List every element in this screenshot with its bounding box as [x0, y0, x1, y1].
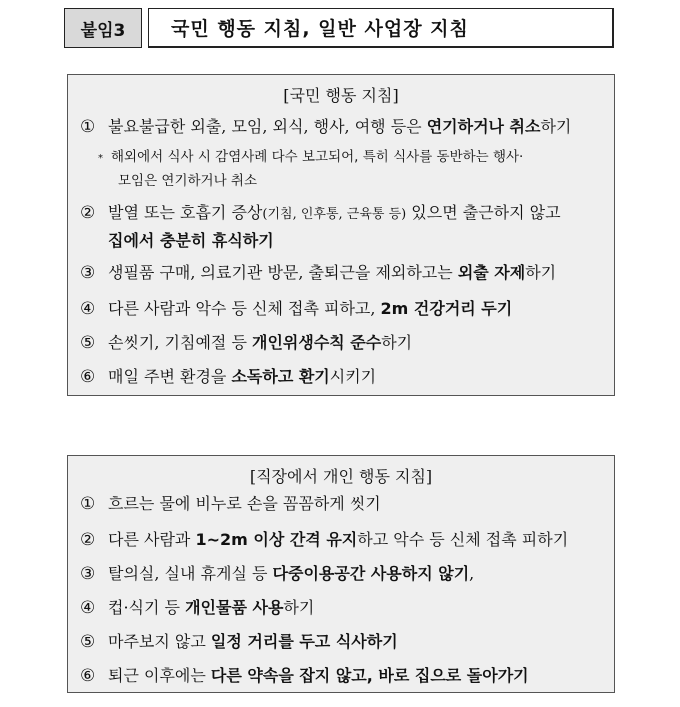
citizen-guidelines-panel: [67, 74, 615, 396]
item-number: ①: [80, 494, 96, 514]
citizen-item-2: ② 발열 또는 호흡기 증상(기침, 인후통, 근육통 등) 있으면 출근하지 않고: [80, 203, 561, 223]
workplace-guidelines-title: [직장에서 개인 행동 지침]: [249, 467, 433, 486]
item-number: ⑤: [80, 333, 96, 353]
workplace-guidelines-panel: [67, 455, 615, 693]
citizen-item-6: ⑥ 매일 주변 환경을 소독하고 환기시키기: [80, 367, 377, 387]
citizen-item-3: ③ 생필품 구매, 의료기관 방문, 출퇴근을 제외하고는 외출 자제하기: [80, 263, 557, 283]
workplace-item-5: ⑤ 마주보지 않고 일정 거리를 두고 식사하기: [80, 632, 398, 652]
item-number: ②: [80, 530, 96, 550]
citizen-item-2-line2: 집에서 충분히 휴식하기: [108, 231, 274, 250]
citizen-item-1: ① 불요불급한 외출, 모임, 외식, 행사, 여행 등은 연기하거나 취소하기: [80, 117, 572, 137]
workplace-item-3: ③ 탈의실, 실내 휴게실 등 다중이용공간 사용하지 않기,: [80, 564, 475, 584]
citizen-note-line2: 모임은 연기하거나 취소: [118, 173, 257, 189]
item-number: ④: [80, 299, 96, 319]
item-number: ⑥: [80, 367, 96, 387]
workplace-item-6: ⑥ 퇴근 이후에는 다른 약속을 잡지 않고, 바로 집으로 돌아가기: [80, 666, 529, 686]
page-title: 국민 행동 지침, 일반 사업장 지침: [148, 8, 614, 48]
workplace-item-1: ① 흐르는 물에 비누로 손을 꼼꼼하게 씻기: [80, 494, 381, 514]
item-number: ③: [80, 564, 96, 584]
item-number: ①: [80, 117, 96, 137]
item-number: ②: [80, 203, 96, 223]
attachment-tag: 붙임3: [64, 8, 142, 48]
item-number: ③: [80, 263, 96, 283]
workplace-item-4: ④ 컵·식기 등 개인물품 사용하기: [80, 598, 315, 618]
citizen-guidelines-title: [국민 행동 지침]: [283, 86, 399, 105]
item-number: ④: [80, 598, 96, 618]
item-number: ⑤: [80, 632, 96, 652]
workplace-item-2: ② 다른 사람과 1~2m 이상 간격 유지하고 악수 등 신체 접촉 피하기: [80, 530, 569, 550]
header: [64, 8, 614, 48]
item-number: ⑥: [80, 666, 96, 686]
citizen-note: * 해외에서 식사 시 감염사례 다수 보고되어, 특히 식사를 동반하는 행사·: [98, 149, 524, 165]
citizen-item-5: ⑤ 손씻기, 기침예절 등 개인위생수칙 준수하기: [80, 333, 413, 353]
citizen-item-4: ④ 다른 사람과 악수 등 신체 접촉 피하고, 2m 건강거리 두기: [80, 299, 513, 319]
